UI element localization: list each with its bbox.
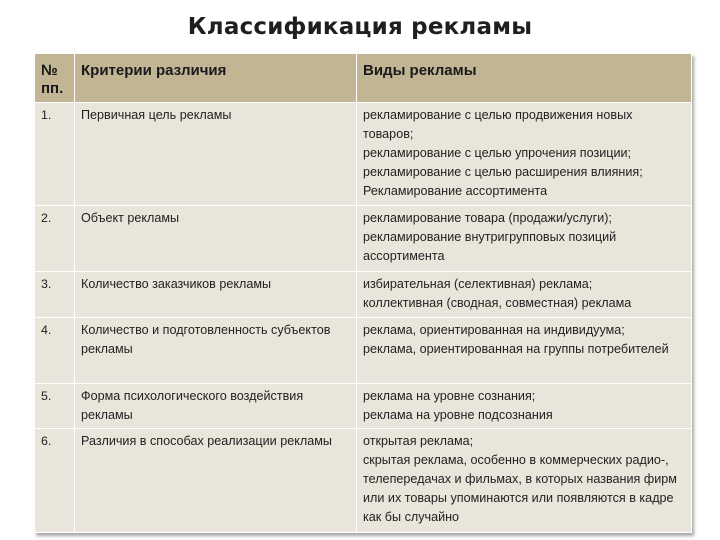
- row-types: [357, 206, 692, 272]
- table-row: [35, 272, 692, 318]
- row-number: 4.: [35, 318, 75, 384]
- type-item: реклама, ориентированная на индивидуума;: [363, 323, 625, 337]
- classification-table: [34, 53, 692, 533]
- row-criterion: Объект рекламы: [75, 206, 357, 272]
- header-number: № пп.: [35, 54, 75, 103]
- type-item: открытая реклама;: [363, 434, 474, 448]
- row-criterion: Количество заказчиков рекламы: [75, 272, 357, 318]
- table-row: [35, 206, 692, 272]
- type-item: коллективная (сводная, совместная) реклама: [363, 296, 632, 310]
- row-number: 3.: [35, 272, 75, 318]
- type-item: рекламирование с целью упрочения позиции;: [363, 146, 632, 160]
- row-types: [357, 318, 692, 384]
- row-types: [357, 384, 692, 429]
- table-row: [35, 318, 692, 384]
- header-criterion: Критерии различия: [75, 54, 357, 103]
- row-number: 5.: [35, 384, 75, 429]
- row-number: 6.: [35, 429, 75, 533]
- row-criterion: Количество и подготовленность субъектов рекламы: [75, 318, 357, 384]
- table-header-row: [35, 54, 692, 103]
- table-row: [35, 384, 692, 429]
- type-item: рекламирование с целью расширения влияния;: [363, 165, 643, 179]
- type-item: реклама, ориентированная на группы потребителей: [363, 342, 669, 356]
- type-item: рекламирование внутригрупповых позиций ассортимента: [363, 230, 617, 263]
- type-item: Рекламирование ассортимента: [363, 184, 548, 198]
- table-row: [35, 103, 692, 206]
- type-item: реклама на уровне сознания;: [363, 389, 536, 403]
- row-types: [357, 103, 692, 206]
- page-title: Классификация рекламы: [187, 14, 533, 40]
- row-number: 1.: [35, 103, 75, 206]
- type-item: реклама на уровне подсознания: [363, 408, 553, 422]
- row-types: [357, 429, 692, 533]
- type-item: рекламирование с целью продвижения новых товаров;: [363, 108, 633, 141]
- row-criterion: Форма психологического воздействия рекламы: [75, 384, 357, 429]
- header-types: Виды рекламы: [357, 54, 692, 103]
- row-number: 2.: [35, 206, 75, 272]
- row-criterion: Первичная цель рекламы: [75, 103, 357, 206]
- type-item: рекламирование товара (продажи/услуги);: [363, 211, 612, 225]
- type-item: скрытая реклама, особенно в коммерческих радио-, телепередачах и фильмах, в которых названия фирм или их товары упоминаются или появляются в кадре как бы случайно: [363, 453, 677, 524]
- row-types: [357, 272, 692, 318]
- table-row: [35, 429, 692, 533]
- type-item: избирательная (селективная) реклама;: [363, 277, 593, 291]
- row-criterion: Различия в способах реализации рекламы: [75, 429, 357, 533]
